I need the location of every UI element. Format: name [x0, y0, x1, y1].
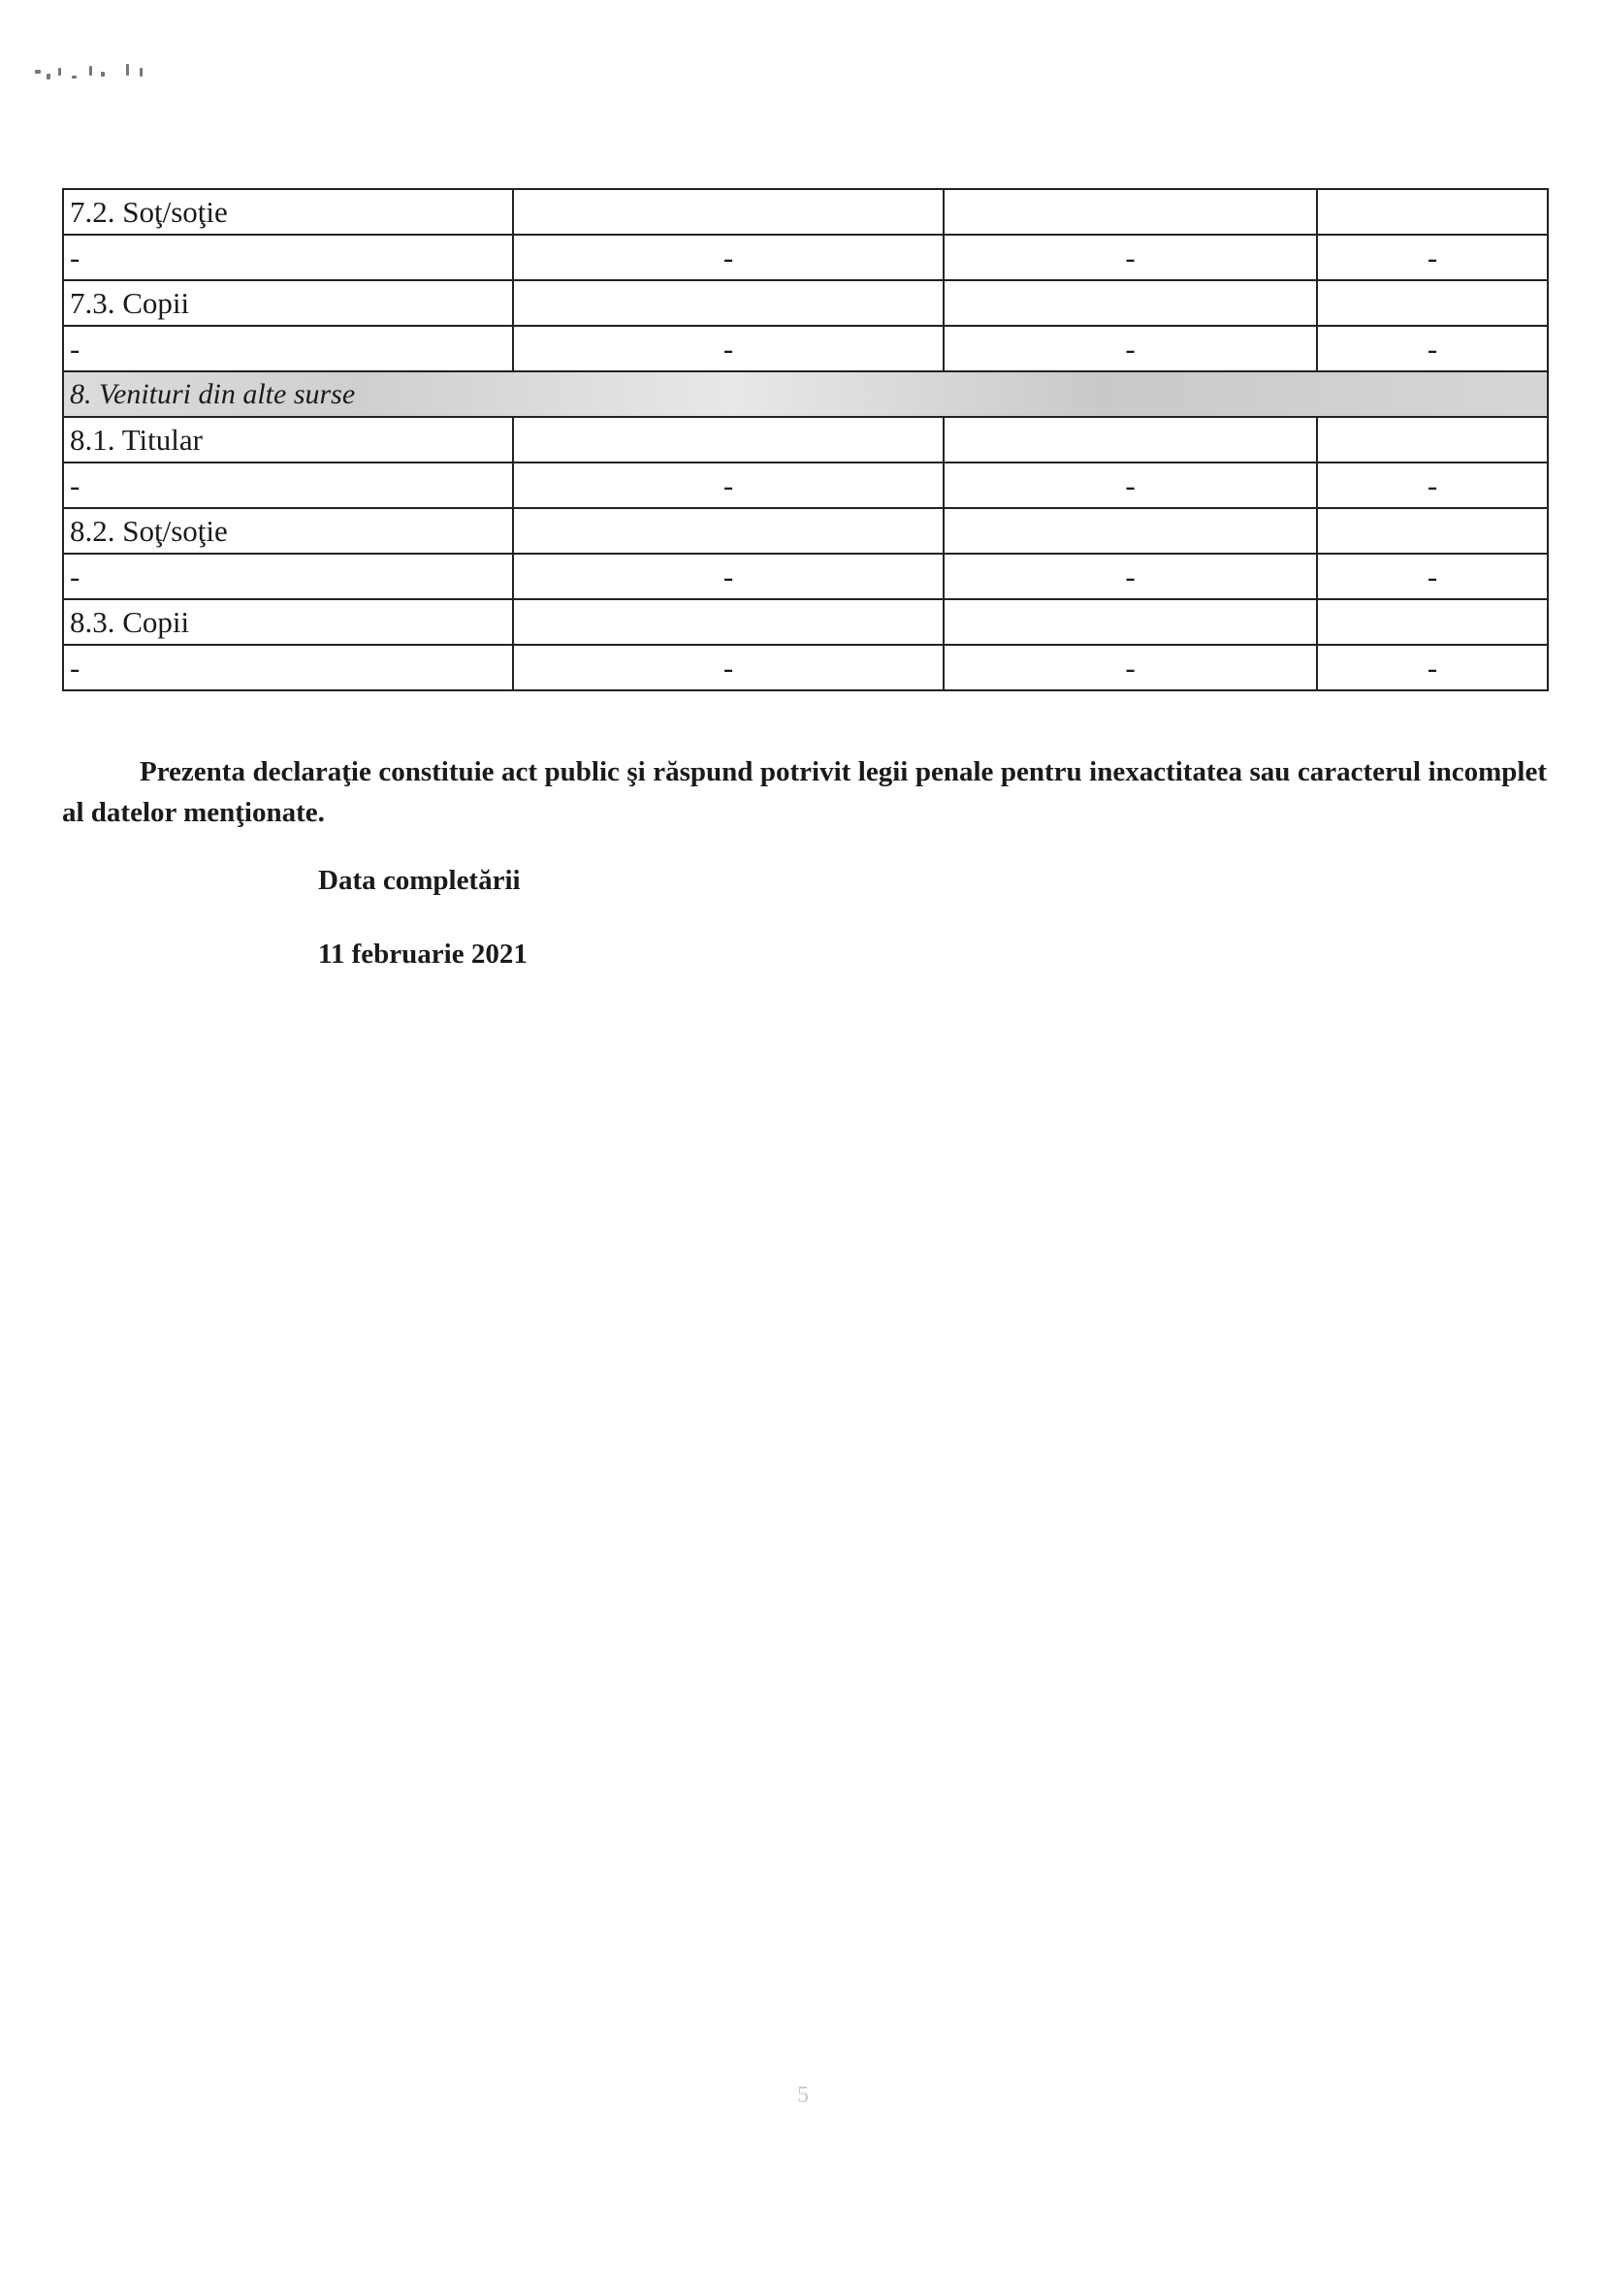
subheader-row	[63, 599, 1548, 645]
page-number: 5	[797, 2083, 809, 2108]
row-cell: -	[513, 554, 944, 599]
row-label: 8. Venituri din alte surse	[63, 371, 1548, 417]
row-cell	[944, 189, 1317, 235]
row-cell: -	[513, 645, 944, 690]
row-label: -	[63, 462, 513, 508]
row-cell	[513, 599, 944, 645]
row-cell: -	[944, 326, 1317, 371]
row-cell	[944, 280, 1317, 326]
row-cell: -	[513, 462, 944, 508]
row-cell: -	[513, 326, 944, 371]
section-row	[63, 371, 1548, 417]
completion-date-value: 11 februarie 2021	[318, 939, 528, 970]
row-cell	[513, 280, 944, 326]
row-cell	[513, 417, 944, 462]
row-label: 8.1. Titular	[63, 417, 513, 462]
entry-row	[63, 326, 1548, 371]
row-label: -	[63, 235, 513, 280]
row-label: -	[63, 645, 513, 690]
row-cell	[944, 508, 1317, 554]
row-cell	[513, 508, 944, 554]
row-label: 8.2. Soţ/soţie	[63, 508, 513, 554]
row-cell: -	[1317, 326, 1548, 371]
subheader-row	[63, 417, 1548, 462]
subheader-row	[63, 280, 1548, 326]
row-cell	[1317, 417, 1548, 462]
row-cell	[1317, 189, 1548, 235]
entry-row	[63, 235, 1548, 280]
row-cell	[944, 417, 1317, 462]
entry-row	[63, 645, 1548, 690]
row-cell	[944, 599, 1317, 645]
row-label: 7.3. Copii	[63, 280, 513, 326]
completion-date-label: Data completării	[318, 865, 521, 896]
scan-artifact	[33, 58, 169, 87]
row-cell	[1317, 599, 1548, 645]
row-cell: -	[1317, 645, 1548, 690]
row-label: 7.2. Soţ/soţie	[63, 189, 513, 235]
row-cell: -	[944, 462, 1317, 508]
row-cell: -	[1317, 554, 1548, 599]
entry-row	[63, 462, 1548, 508]
subheader-row	[63, 189, 1548, 235]
row-cell: -	[513, 235, 944, 280]
row-label: -	[63, 554, 513, 599]
row-cell: -	[1317, 462, 1548, 508]
row-label: -	[63, 326, 513, 371]
row-cell	[1317, 280, 1548, 326]
income-table	[62, 188, 1549, 691]
entry-row	[63, 554, 1548, 599]
row-cell: -	[944, 235, 1317, 280]
row-cell	[1317, 508, 1548, 554]
row-label: 8.3. Copii	[63, 599, 513, 645]
row-cell	[513, 189, 944, 235]
declaration-statement: Prezenta declaraţie constituie act public şi răspund potrivit legii penale pentru inexactitatea sau caracterul incomplet al datelor menţionate.	[62, 756, 1547, 828]
row-cell: -	[944, 554, 1317, 599]
row-cell: -	[944, 645, 1317, 690]
subheader-row	[63, 508, 1548, 554]
row-cell: -	[1317, 235, 1548, 280]
